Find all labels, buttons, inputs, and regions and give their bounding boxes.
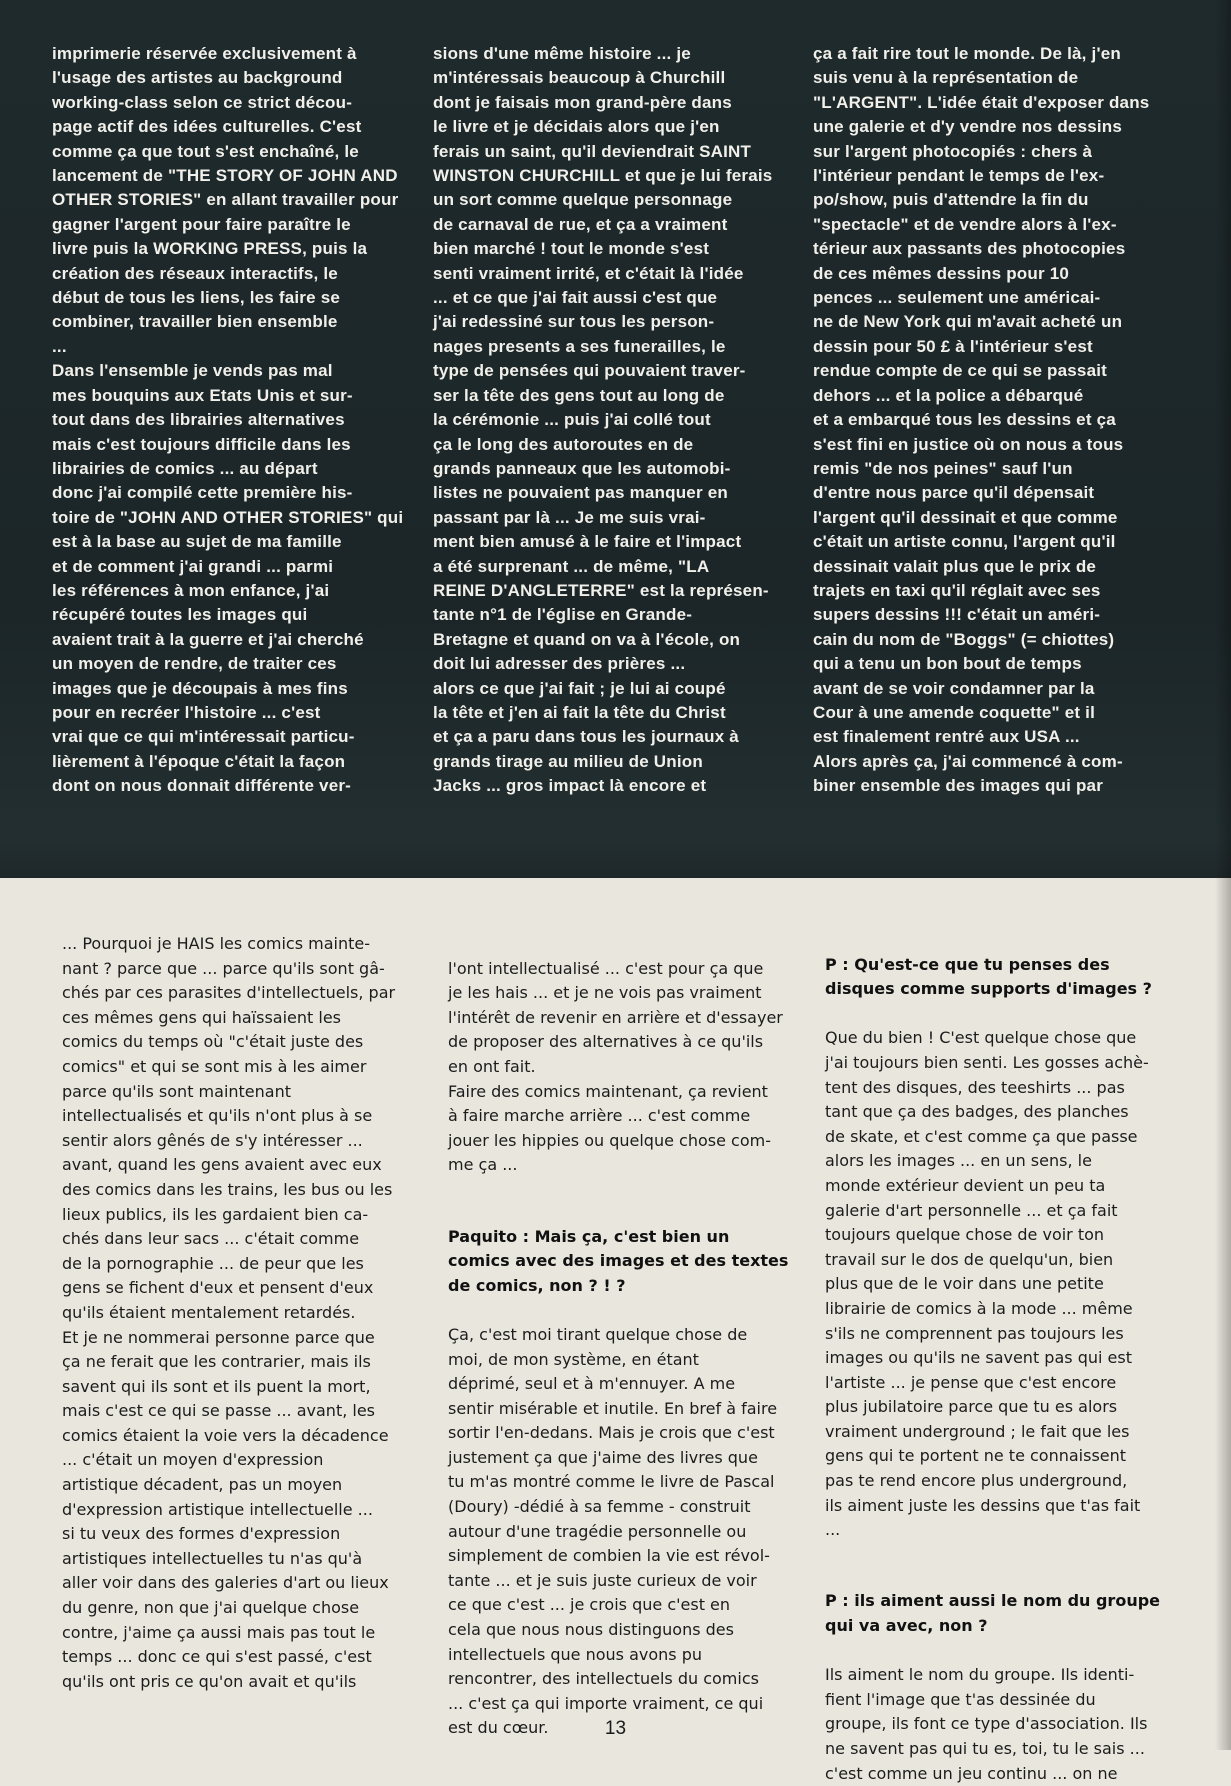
answer-text: Que du bien ! C'est quelque chose que j'ai toujours bien senti. Les gosses achè- tent des disques, des teeshirts ... pas tant que ça des badges, des planches de skate, et c'est comme ça que passe alors les images ... en un sens, le monde extérieur devient un peu ta galerie d'art personnelle ... et ça fait toujours quelque chose de voir ton travail sur le dos de quelqu'un, bien plus que de le voir dans une petite librairie de comics à la mode ... même s'ils ne comprennent pas toujours les images ou qu'ils ne savent pas qui est l'artiste ... je pense que c'est encore plus jubilatoire parce que tu es alors vraiment underground ; le fait que les gens qui te portent ne te connaissent pas te rend encore plus underground, ils aiment juste les dessins que t'as fait ... [825,1028,1149,1540]
answer-text: Ils aiment le nom du groupe. Ils identi- fient l'image que t'as dessinée du groupe, ils font ce type d'association. Ils ne savent pas qui tu es, toi, tu le sais ... c'est comme un jeu continu ... on ne [825,1665,1148,1783]
bottom-column-3 [825,928,1185,1786]
paragraph-gap [825,1543,1185,1565]
page-number: 13 [604,1718,627,1739]
paragraph-gap [448,1178,808,1200]
bottom-column-2 [448,932,808,1741]
interview-question: P : Qu'est-ce que tu penses des disques comme supports d'images ? [825,954,1152,999]
answer-text: l'ont intellectualisé ... c'est pour ça que je les hais ... et je ne vois pas vraiment l'intérêt de revenir en arrière et d'essayer de proposer des alternatives à ce qu'ils en ont fait. Faire des comics maintenant, ça revient à faire marche arrière ... c'est comme jouer les hippies ou quelque chose com- me ça ... [448,958,783,1175]
interview-question: P : ils aiment aussi le nom du groupe qui va avec, non ? [825,1591,1161,1636]
bottom-column-1: ... Pourquoi je HAIS les comics mainte- nant ? parce que ... parce qu'ils sont gâ- chés par ces parasites d'intellectuels, par ces mêmes gens qui haïssaient les comics du temps où "c'était juste des comics" et qui se sont mis à les aimer parce qu'ils sont maintenant intellectualisés et qu'ils n'ont plus à se sentir alors gênés de s'y intéresser ... avant, quand les gens avaient avec eux des comics dans les trains, les bus ou les lieux publics, ils les gardaient bien ca- chés dans leur sacs ... c'était comme de la pornographie ... de peur que les gens se fichent d'eux et pensent d'eux qu'ils étaient mentalement retardés. Et je ne nommerai personne parce que ça ne ferait que les contrarier, mais ils savent qui ils sont et ils puent la mort, mais c'est ce qui se passe ... avant, les comics étaient la voie vers la décadence ... c'était un moyen d'expression artistique décadent, pas un moyen d'expression artistique intellectuelle ... si tu veux des formes d'expression artistiques intellectuelles tu n'as qu'à aller voir dans des galeries d'art ou lieux du genre, non que j'ai quelque chose contre, j'aime ça aussi mais pas tout le temps ... donc ce qui s'est passé, c'est qu'ils ont pris ce qu'on avait et qu'ils [62,934,396,1691]
interview-question: Paquito : Mais ça, c'est bien un comics avec des images et des textes de comics, non ? ! ? [448,1226,789,1295]
top-column-3: ça a fait rire tout le monde. De là, j'en suis venu à la représentation de "L'ARGENT". L'idée était d'exposer dans une galerie et d'y vendre nos dessins sur l'argent photocopiés : chers à l'intérieur pendant le temps de l'ex- po/show, puis d'attendre la fin du "spectacle" et de vendre alors à l'ex- térieur aux passants des photocopies de ces mêmes dessins pour 10 pences ... seulement une américai- ne de New York qui m'avait acheté un dessin pour 50 £ à l'intérieur s'est rendue compte de ce qui se passait dehors ... et la police a débarqué et a embarqué tous les dessins et ça s'est fini en justice où on nous a tous remis "de nos peines" sauf l'un d'entre nous parce qu'il dépensait l'argent qu'il dessinait et que comme c'était un artiste connu, l'argent qu'il dessinait valait plus que le prix de trajets en taxi qu'il réglait avec ses supers dessins !!! c'était un améri- cain du nom de "Boggs" (= chiottes) qui a tenu un bon bout de temps avant de se voir condamner par la Cour à une amende coquette" et il est finalement rentré aux USA ... Alors après ça, j'ai commencé à com- biner ensemble des images qui par [813,44,1150,796]
top-column-2: sions d'une même histoire ... je m'intéressais beaucoup à Churchill dont je faisais mon grand-père dans le livre et je décidais alors que j'en ferais un saint, qu'il deviendrait SAINT WINSTON CHURCHILL et que je lui ferais un sort comme quelque personnage de carnaval de rue, et ça a vraiment bien marché ! tout le monde s'est senti vraiment irrité, et c'était là l'idée ... et ce que j'ai fait aussi c'est que j'ai redessiné sur tous les person- nages presents a ses funerailles, le type de pensées qui pouvaient traver- ser la tête des gens tout au long de la cérémonie ... puis j'ai collé tout ça le long des autoroutes en de grands panneaux que les automobi- listes ne pouvaient pas manquer en passant par là ... Je me suis vrai- ment bien amusé à le faire et l'impact a été surprenant ... de même, "LA REINE D'ANGLETERRE" est la représen- tante n°1 de l'église en Grande- Bretagne et quand on va à l'école, on doit lui adresser des prières ... alors ce que j'ai fait ; je lui ai coupé la tête et j'en ai fait la tête du Christ et ça a paru dans tous les journaux à grands tirage au milieu de Union Jacks ... gros impact là encore et [433,44,773,796]
binding-shadow [1215,0,1231,1750]
top-column-1: imprimerie réservée exclusivement à l'usage des artistes au background working-class selon ce strict décou- page actif des idées culturelles. C'est comme ça que tout s'est enchaîné, le lancement de "THE STORY OF JOHN AND OTHER STORIES" en allant travailler pour gagner l'argent pour faire paraître le livre puis la WORKING PRESS, puis la création des réseaux interactifs, le début de tous les liens, les faire se combiner, travailler bien ensemble ... Dans l'ensemble je vends pas mal mes bouquins aux Etats Unis et sur- tout dans des librairies alternatives mais c'est toujours difficile dans les librairies de comics ... au départ donc j'ai compilé cette première his- toire de "JOHN AND OTHER STORIES" qui est à la base au sujet de ma famille et de comment j'ai grandi ... parmi les références à mon enfance, j'ai récupéré toutes les images qui avaient trait à la guerre et j'ai cherché un moyen de rendre, de traiter ces images que je découpais à mes fins pour en recréer l'histoire ... c'est vrai que ce qui m'intéressait particu- lièrement à l'époque c'était la façon dont on nous donnait différente ver- [52,44,404,796]
answer-text: Ça, c'est moi tirant quelque chose de moi, de mon système, en étant déprimé, seul et à m'ennuyer. A me sentir misérable et inutile. En bref à faire sortir l'en-dedans. Mais je crois que c'est justement ça que j'aime des livres que tu m'as montré comme le livre de Pascal (Doury) -dédié à sa femme - construit autour d'une tragédie personnelle ou simplement de combien la vie est révol- tante ... et je suis juste curieux de voir ce que c'est ... je crois que c'est en cela que nous nous distinguons des intellectuels que nous avons pu rencontrer, des intellectuels du comics ... c'est ça qui importe vraiment, ce qui est du cœur. [448,1324,778,1738]
